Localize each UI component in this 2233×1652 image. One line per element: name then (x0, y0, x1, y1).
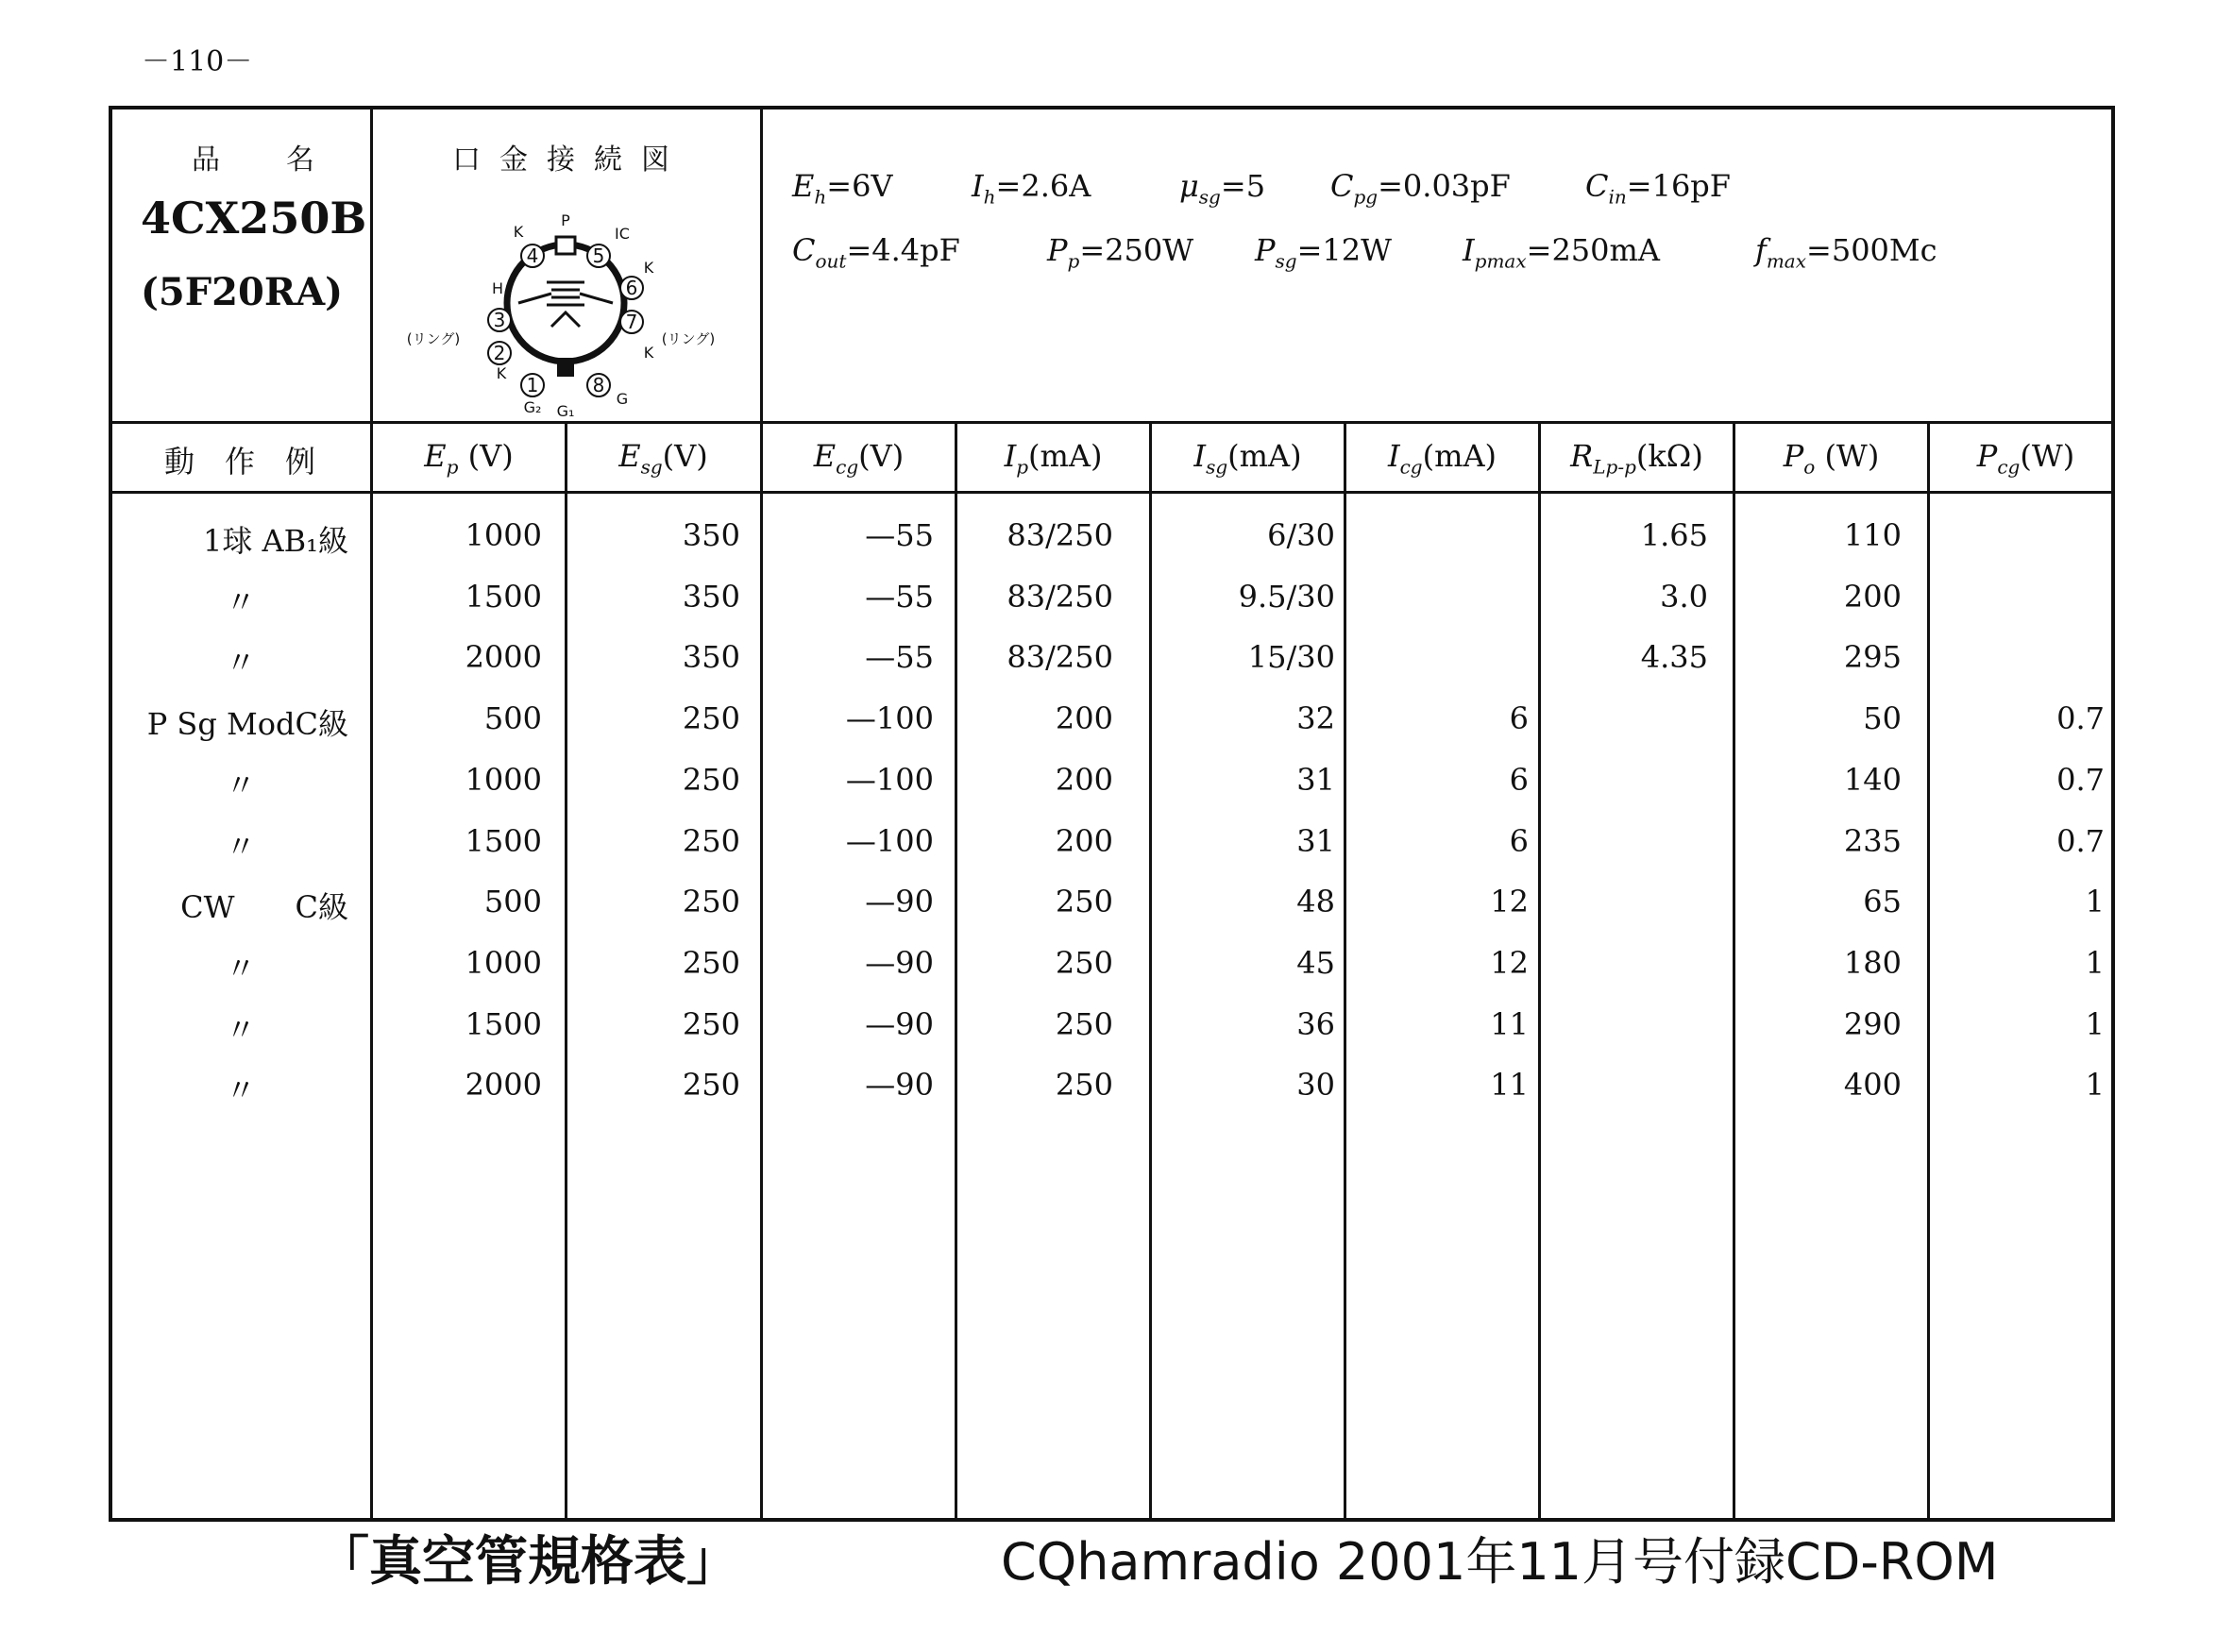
table-cell: 200 (1055, 761, 1113, 798)
table-cell: 83/250 (1007, 517, 1113, 553)
pin-label: IC (615, 225, 630, 243)
table-cell: 11 (1490, 1005, 1529, 1042)
column-divider (370, 110, 373, 1518)
pin-number: 2 (493, 342, 506, 364)
spec-symbol: I (1463, 232, 1475, 268)
row-label: 〃 (226, 583, 257, 620)
spec-value: =500Mc (1806, 232, 1937, 268)
spec-symbol: E (792, 168, 815, 204)
table-cell: —100 (845, 822, 934, 859)
column-header (1930, 438, 2122, 478)
spec-symbol: C (1330, 168, 1354, 204)
header-unit: (V) (662, 438, 708, 474)
column-header (567, 438, 759, 478)
table-cell: 1 (2085, 944, 2105, 981)
spec-value: =0.03pF (1378, 168, 1511, 204)
column-divider (1733, 421, 1735, 1518)
table-cell: 4.35 (1640, 639, 1708, 676)
header-unit: (W) (1815, 438, 1880, 474)
table-cell: 30 (1296, 1067, 1335, 1104)
table-cell: 250 (1055, 884, 1113, 920)
table-cell: 250 (1055, 1005, 1113, 1042)
column-divider (1927, 421, 1930, 1518)
pin-label: G (616, 390, 629, 408)
header-symbol: P (1783, 438, 1804, 474)
spec-subscript: h (983, 185, 996, 209)
column-header (1346, 438, 1538, 478)
table-cell: 1500 (465, 578, 542, 615)
table-cell: 32 (1296, 700, 1335, 737)
row-label: 〃 (226, 828, 257, 865)
row-label: 〃 (226, 1011, 257, 1048)
pin-number: 1 (526, 374, 539, 396)
table-cell: 9.5/30 (1238, 578, 1335, 615)
row-label: 〃 (226, 767, 257, 803)
table-cell: 45 (1296, 944, 1335, 981)
column-header (957, 438, 1149, 478)
table-cell: 1 (2085, 1005, 2105, 1042)
table-cell: 2000 (465, 1067, 542, 1104)
caption-title: 「真空管規格表」 (316, 1531, 739, 1593)
spec-item (1330, 168, 1511, 208)
tube-name: 4CX250B (141, 193, 367, 244)
spec-value: =4.4pF (846, 232, 960, 268)
row-label: 〃 (226, 950, 257, 986)
table-cell: 6/30 (1267, 517, 1335, 553)
table-cell: 1.65 (1640, 517, 1708, 553)
spec-subscript: h (814, 185, 827, 209)
spec-value: =2.6A (995, 168, 1091, 204)
table-cell: —55 (865, 517, 934, 553)
table-cell: 12 (1490, 944, 1529, 981)
table-cell: 6 (1509, 761, 1529, 798)
table-cell: 0.7 (2056, 700, 2105, 737)
spec-value: =5 (1220, 168, 1266, 204)
spec-subscript: pg (1353, 185, 1379, 209)
table-cell: 400 (1843, 1067, 1902, 1104)
header-symbol: I (1387, 438, 1400, 474)
header-unit: (mA) (1227, 438, 1302, 474)
pin-number: 7 (625, 311, 638, 333)
pin-number: 6 (625, 277, 638, 299)
table-cell: 65 (1863, 884, 1902, 920)
header-unit: (kΩ) (1635, 438, 1703, 474)
base-diagram-label: 口金接続図 (452, 143, 688, 177)
pin-7 (620, 311, 643, 333)
row-label: P Sg ModC級 (146, 706, 348, 743)
table-cell: —100 (845, 700, 934, 737)
table-cell: 250 (1055, 944, 1113, 981)
table-cell: 83/250 (1007, 639, 1113, 676)
spec-subscript: out (815, 249, 847, 273)
spec-symbol: I (972, 168, 984, 204)
base-connection-diagram (396, 199, 736, 416)
pin-number: 3 (493, 309, 506, 331)
spec-item (1585, 168, 1731, 208)
pin-8 (587, 374, 610, 396)
header-unit: (W) (2020, 438, 2075, 474)
table-cell: 1000 (465, 761, 542, 798)
table-cell: 50 (1863, 700, 1902, 737)
table-cell: —100 (845, 761, 934, 798)
column-header (373, 438, 565, 478)
spec-value: =250mA (1526, 232, 1660, 268)
column-divider (1149, 421, 1152, 1518)
spec-value: =250W (1079, 232, 1194, 268)
header-subscript: cg (836, 455, 859, 479)
table-cell: 11 (1490, 1067, 1529, 1104)
spec-subscript: p (1067, 249, 1080, 273)
table-cell: —90 (865, 1067, 934, 1104)
spec-item (1755, 232, 1937, 272)
pin-3 (488, 309, 511, 331)
spec-item (1047, 232, 1193, 272)
pin-number: 4 (526, 244, 539, 267)
pin-6 (620, 277, 643, 299)
table-cell: 235 (1843, 822, 1902, 859)
column-header (1735, 438, 1927, 478)
key-pin (557, 358, 574, 377)
table-cell: 1000 (465, 517, 542, 553)
table-cell: 250 (682, 944, 740, 981)
table-cell: —90 (865, 944, 934, 981)
spec-symbol: μ (1179, 168, 1199, 204)
table-cell: 1500 (465, 1005, 542, 1042)
header-unit: (V) (458, 438, 514, 474)
pin-4 (521, 244, 544, 267)
spec-sheet (109, 106, 2115, 1522)
table-cell: 0.7 (2056, 761, 2105, 798)
table-cell: 110 (1843, 517, 1902, 553)
table-cell: 250 (682, 1067, 740, 1104)
table-cell: 250 (682, 884, 740, 920)
row-label: 1球 AB₁級 (203, 523, 348, 559)
pin-number: 5 (592, 244, 605, 267)
table-cell: 200 (1055, 822, 1113, 859)
table-cell: 12 (1490, 884, 1529, 920)
table-cell: 1000 (465, 944, 542, 981)
table-cell: 48 (1296, 884, 1335, 920)
spec-value: =12W (1296, 232, 1393, 268)
table-cell: —90 (865, 1005, 934, 1042)
plate-cap (556, 237, 575, 254)
spec-subscript: max (1766, 249, 1807, 273)
table-cell: 250 (682, 700, 740, 737)
header-subscript: cg (1399, 455, 1423, 479)
spec-item (1179, 168, 1265, 208)
table-cell: 200 (1843, 578, 1902, 615)
header-symbol: I (1004, 438, 1017, 474)
pin-2 (488, 342, 511, 364)
table-cell: 2000 (465, 639, 542, 676)
spec-symbol: P (1255, 232, 1276, 268)
table-cell: —55 (865, 639, 934, 676)
spec-value: =16pF (1626, 168, 1731, 204)
table-cell: 180 (1843, 944, 1902, 981)
header-subscript: sg (640, 455, 663, 479)
spec-subscript: in (1608, 185, 1627, 209)
tube-alt-name: (5F20RA) (141, 270, 344, 314)
column-header (763, 438, 955, 478)
pin-label: K (643, 344, 654, 362)
spec-symbol: f (1755, 232, 1767, 268)
spec-symbol: C (792, 232, 816, 268)
table-cell: 250 (682, 761, 740, 798)
table-cell: —55 (865, 578, 934, 615)
pin-label: P (561, 211, 570, 229)
spec-subscript: pmax (1474, 249, 1527, 273)
table-cell: 290 (1843, 1005, 1902, 1042)
column-divider (955, 421, 957, 1518)
pin-label: K (496, 364, 507, 382)
spec-item (972, 168, 1091, 208)
pin-5 (587, 244, 610, 267)
pin-label: K (513, 223, 524, 241)
pin-number: 8 (592, 374, 605, 396)
header-subscript: sg (1206, 455, 1228, 479)
table-cell: —90 (865, 884, 934, 920)
caption-source: CQhamradio 2001年11月号付録CD-ROM (1001, 1532, 1999, 1592)
table-cell: 1 (2085, 1067, 2105, 1104)
spec-value: =6V (826, 168, 893, 204)
table-cell: 250 (682, 1005, 740, 1042)
table-cell: 36 (1296, 1005, 1335, 1042)
table-cell: 350 (682, 639, 740, 676)
name-label: 品 名 (192, 143, 333, 177)
header-subscript: Lp-p (1593, 455, 1636, 479)
table-cell: 500 (483, 884, 542, 920)
pin-label: K (643, 259, 654, 277)
header-subscript: p (446, 455, 459, 479)
table-cell: 350 (682, 517, 740, 553)
page-number: －110－ (142, 45, 253, 78)
header-unit: (mA) (1028, 438, 1103, 474)
pin-label: G₂ (523, 398, 542, 416)
ring-label-left: (リング) (406, 330, 461, 347)
pin-label: H (491, 279, 504, 297)
table-cell: 250 (682, 822, 740, 859)
electrode-structure (518, 282, 613, 327)
table-cell: 6 (1509, 700, 1529, 737)
table-cell: 295 (1843, 639, 1902, 676)
table-cell: 0.7 (2056, 822, 2105, 859)
column-divider (1344, 421, 1346, 1518)
spec-symbol: C (1585, 168, 1609, 204)
header-symbol: E (424, 438, 447, 474)
table-cell: 3.0 (1660, 578, 1708, 615)
column-divider (760, 110, 763, 1518)
header-unit: 動 作 例 (163, 444, 315, 480)
column-header (112, 438, 367, 481)
spec-item (792, 168, 893, 208)
table-cell: 31 (1296, 761, 1335, 798)
header-symbol: P (1976, 438, 1998, 474)
table-cell: 15/30 (1247, 639, 1335, 676)
table-cell: 350 (682, 578, 740, 615)
column-divider (565, 421, 567, 1518)
header-symbol: E (813, 438, 837, 474)
header-subscript: o (1803, 455, 1816, 479)
spec-subscript: sg (1275, 249, 1297, 273)
table-cell: 6 (1509, 822, 1529, 859)
column-header (1541, 438, 1733, 478)
pin-1 (521, 374, 544, 396)
row-label: CW C級 (180, 889, 348, 926)
header-unit: (mA) (1422, 438, 1497, 474)
table-cell: 250 (1055, 1067, 1113, 1104)
header-subscript: p (1016, 455, 1029, 479)
ring-label-right: (リング) (661, 330, 716, 347)
spec-item (1255, 232, 1392, 272)
spec-item (792, 232, 960, 272)
header-unit: (V) (858, 438, 905, 474)
header-divider (112, 421, 2111, 424)
header-symbol: R (1570, 438, 1594, 474)
table-cell: 83/250 (1007, 578, 1113, 615)
header-subscript: cg (1997, 455, 2021, 479)
table-cell: 1 (2085, 884, 2105, 920)
spec-symbol: P (1047, 232, 1068, 268)
table-cell: 1500 (465, 822, 542, 859)
column-header-divider (112, 491, 2111, 494)
row-label: 〃 (226, 645, 257, 682)
row-label: 〃 (226, 1072, 257, 1109)
table-cell: 140 (1843, 761, 1902, 798)
table-cell: 500 (483, 700, 542, 737)
pin-label: G₁ (556, 402, 575, 416)
table-cell: 200 (1055, 700, 1113, 737)
spec-item (1463, 232, 1660, 272)
header-symbol: E (618, 438, 641, 474)
header-symbol: I (1193, 438, 1207, 474)
table-cell: 31 (1296, 822, 1335, 859)
spec-subscript: sg (1198, 185, 1221, 209)
column-divider (1538, 421, 1541, 1518)
column-header (1152, 438, 1344, 478)
